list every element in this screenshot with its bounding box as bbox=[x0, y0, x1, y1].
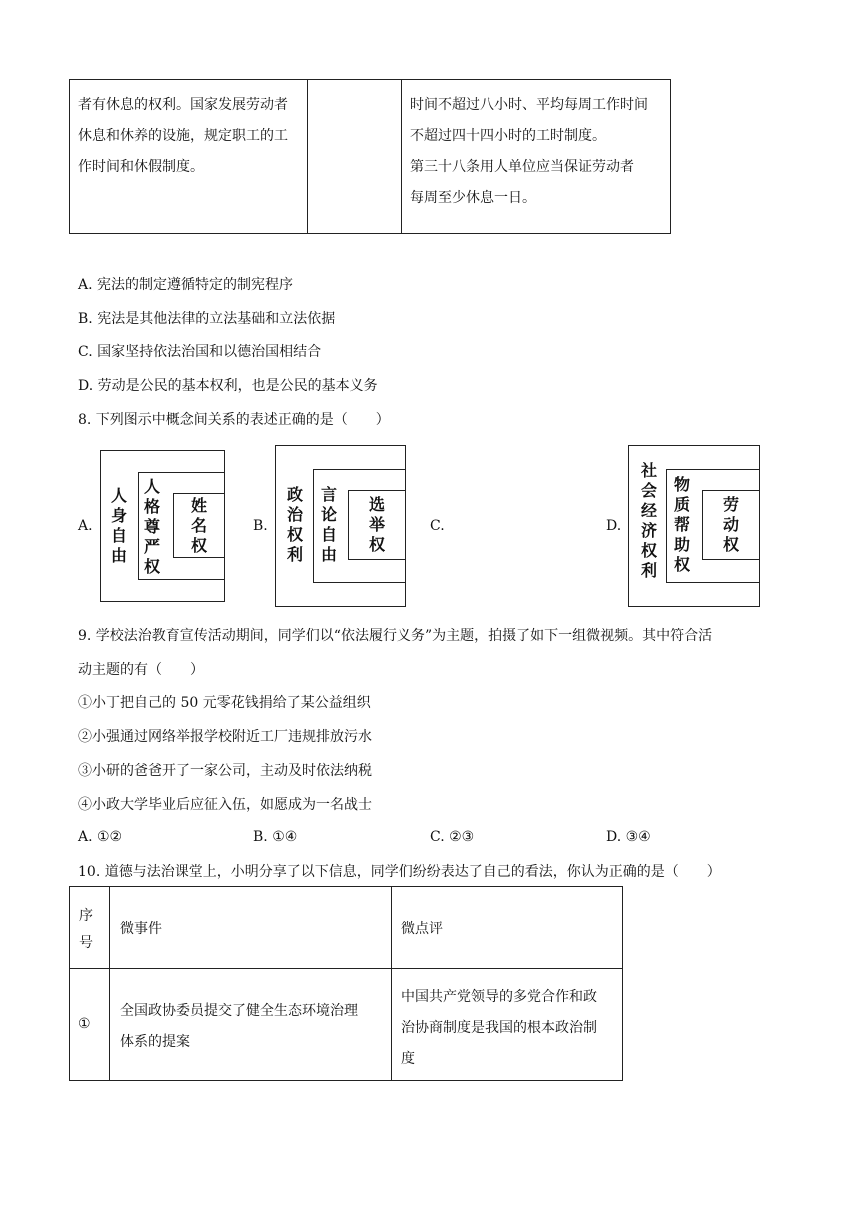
top-table-cell-2 bbox=[307, 79, 402, 234]
q8-label-b[interactable]: B. bbox=[253, 518, 268, 534]
char: 济 bbox=[641, 521, 658, 540]
char: 权 bbox=[641, 541, 658, 560]
diagram-b-outer-label bbox=[287, 485, 303, 565]
char: 帮 bbox=[674, 515, 691, 534]
char: 论 bbox=[321, 505, 338, 524]
char: 权 bbox=[723, 535, 740, 554]
diagram-a-outer-label bbox=[111, 486, 127, 566]
char: 言 bbox=[321, 485, 338, 504]
char: 政 bbox=[287, 485, 304, 504]
char: 劳 bbox=[723, 495, 740, 514]
comment-line: 治协商制度是我国的根本政治制 bbox=[401, 1020, 597, 1036]
q7-option-a[interactable]: A. 宪法的制定遵循特定的制宪程序 bbox=[78, 277, 294, 293]
col1-line: 者有休息的权利。国家发展劳动者 bbox=[78, 97, 288, 113]
q10-row1-seq: ① bbox=[78, 1016, 91, 1032]
char: 物 bbox=[674, 475, 691, 494]
col1-line: 作时间和休假制度。 bbox=[78, 159, 204, 175]
q7-option-d[interactable]: D. 劳动是公民的基本权利，也是公民的基本义务 bbox=[78, 378, 378, 394]
col3-line: 时间不超过八小时、平均每周工作时间 bbox=[410, 97, 648, 113]
q10-row1-comment bbox=[401, 982, 597, 1075]
q8-label-c[interactable]: C. bbox=[430, 518, 445, 534]
char: 权 bbox=[287, 525, 304, 544]
q10-row1-event bbox=[120, 996, 358, 1058]
col3-line: 不超过四十四小时的工时制度。 bbox=[410, 128, 606, 144]
diagram-a-middle-label bbox=[144, 477, 160, 577]
char: 权 bbox=[674, 555, 691, 574]
event-line: 体系的提案 bbox=[120, 1034, 190, 1050]
q9-item-1: ①小丁把自己的 50 元零花钱捐给了某公益组织 bbox=[78, 695, 371, 711]
diagram-d-outer-label bbox=[641, 461, 657, 581]
char: 利 bbox=[287, 545, 304, 564]
char: 权 bbox=[369, 535, 386, 554]
char: 权 bbox=[144, 557, 161, 576]
char: 由 bbox=[111, 546, 128, 565]
char: 格 bbox=[144, 497, 161, 516]
q9-choice-a[interactable]: A. ①② bbox=[78, 829, 123, 845]
char: 经 bbox=[641, 501, 658, 520]
char: 自 bbox=[321, 525, 338, 544]
diagram-a-inner-label bbox=[191, 496, 207, 556]
comment-line: 度 bbox=[401, 1051, 415, 1067]
char: 助 bbox=[674, 535, 691, 554]
q10-stem: 10. 道德与法治课堂上，小明分享了以下信息，同学们纷纷表达了自己的看法，你认为正确的是（ ） bbox=[78, 864, 721, 880]
q9-choice-d[interactable]: D. ③④ bbox=[606, 829, 651, 845]
q10-header-seq bbox=[79, 903, 93, 957]
top-table-col3-text bbox=[410, 90, 648, 214]
q9-choice-c[interactable]: C. ②③ bbox=[430, 829, 475, 845]
q8-label-d[interactable]: D. bbox=[606, 518, 622, 534]
q9-item-3: ③小研的爸爸开了一家公司，主动及时依法纳税 bbox=[78, 763, 372, 779]
char: 自 bbox=[111, 526, 128, 545]
q9-item-4: ④小政大学毕业后应征入伍，如愿成为一名战士 bbox=[78, 797, 372, 813]
q9-choice-b[interactable]: B. ①④ bbox=[253, 829, 298, 845]
char: 社 bbox=[641, 461, 658, 480]
char: 选 bbox=[369, 495, 386, 514]
q8-label-a[interactable]: A. bbox=[78, 518, 93, 534]
col3-line: 每周至少休息一日。 bbox=[410, 190, 536, 206]
col3-line: 第三十八条用人单位应当保证劳动者 bbox=[410, 159, 634, 175]
q7-option-b[interactable]: B. 宪法是其他法律的立法基础和立法依据 bbox=[78, 311, 336, 327]
char: 尊 bbox=[144, 517, 161, 536]
q10-header-comment: 微点评 bbox=[401, 921, 443, 937]
char: 身 bbox=[111, 506, 128, 525]
char: 举 bbox=[369, 515, 386, 534]
event-line: 全国政协委员提交了健全生态环境治理 bbox=[120, 1003, 358, 1019]
char: 治 bbox=[287, 505, 304, 524]
diagram-b-inner-label bbox=[369, 495, 385, 555]
char: 动 bbox=[723, 515, 740, 534]
q7-option-c[interactable]: C. 国家坚持依法治国和以德治国相结合 bbox=[78, 344, 322, 360]
diagram-d-middle-label bbox=[674, 475, 690, 575]
seq-char: 序 bbox=[79, 908, 93, 924]
col1-line: 休息和休养的设施，规定职工的工 bbox=[78, 128, 288, 144]
top-table-col1-text bbox=[78, 90, 288, 183]
char: 姓 bbox=[191, 496, 208, 515]
char: 严 bbox=[144, 537, 161, 556]
char: 利 bbox=[641, 561, 658, 580]
diagram-b-middle-label bbox=[321, 485, 337, 565]
q10-header-event: 微事件 bbox=[120, 921, 162, 937]
q8-stem: 8. 下列图示中概念间关系的表述正确的是（ ） bbox=[78, 412, 390, 428]
diagram-d-inner-label bbox=[723, 495, 739, 555]
char: 会 bbox=[641, 481, 658, 500]
comment-line: 中国共产党领导的多党合作和政 bbox=[401, 989, 597, 1005]
char: 权 bbox=[191, 536, 208, 555]
char: 质 bbox=[674, 495, 691, 514]
char: 由 bbox=[321, 545, 338, 564]
q9-item-2: ②小强通过网络举报学校附近工厂违规排放污水 bbox=[78, 729, 372, 745]
char: 人 bbox=[144, 477, 161, 496]
char: 名 bbox=[191, 516, 208, 535]
q9-stem-line1: 9. 学校法治教育宣传活动期间，同学们以“依法履行义务”为主题，拍摄了如下一组微视频。其中符合活 bbox=[78, 628, 713, 644]
char: 人 bbox=[111, 486, 128, 505]
seq-char: 号 bbox=[79, 935, 93, 951]
q9-stem-line2: 动主题的有（ ） bbox=[78, 662, 204, 678]
